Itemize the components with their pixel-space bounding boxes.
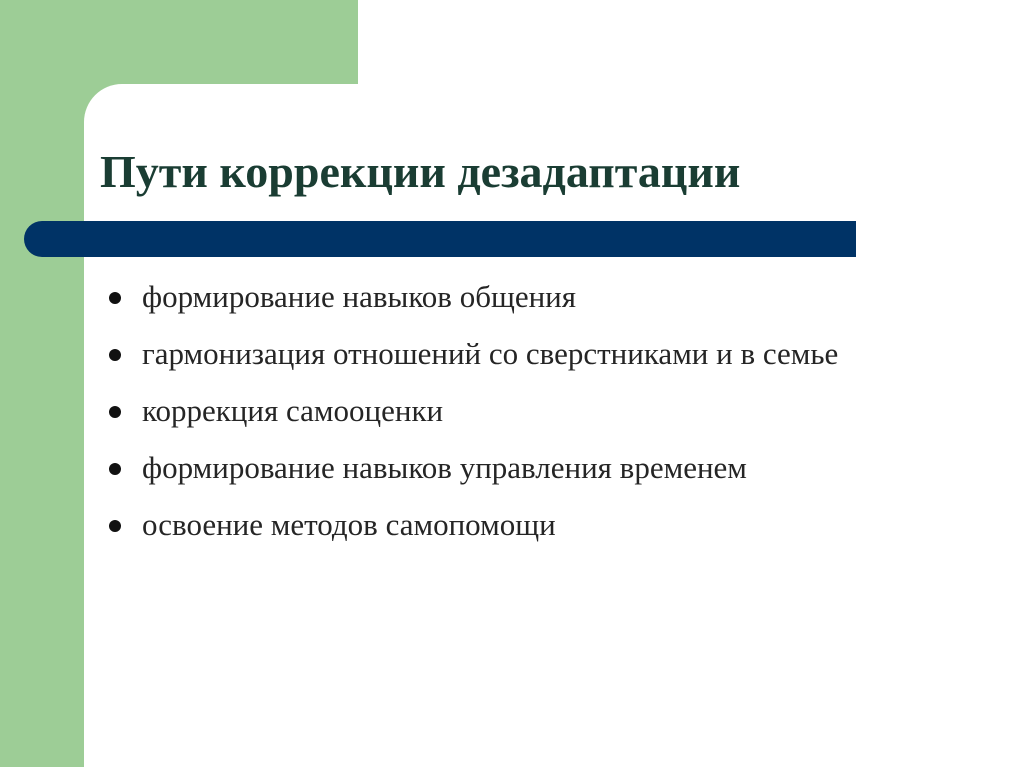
- bullet-text: формирование навыков управления временем: [142, 450, 747, 485]
- bullet-item: [105, 387, 945, 435]
- bullet-item: [105, 444, 945, 492]
- bullet-dot-icon: [109, 463, 121, 475]
- bullet-text: гармонизация отношений со сверстниками и в семье: [142, 336, 839, 371]
- bullet-dot-icon: [109, 292, 121, 304]
- bullet-item: [105, 501, 945, 549]
- bullet-list: [105, 273, 945, 558]
- bullet-dot-icon: [109, 349, 121, 361]
- bullet-dot-icon: [109, 406, 121, 418]
- bullet-text: формирование навыков общения: [142, 279, 577, 314]
- title-underline-bar: [24, 221, 856, 257]
- bullet-item: [105, 330, 945, 378]
- bullet-text: освоение методов самопомощи: [142, 507, 556, 542]
- slide-title: Пути коррекции дезадаптации: [100, 146, 741, 197]
- bullet-dot-icon: [109, 520, 121, 532]
- bullet-item: [105, 273, 945, 321]
- bullet-text: коррекция самооценки: [142, 393, 444, 428]
